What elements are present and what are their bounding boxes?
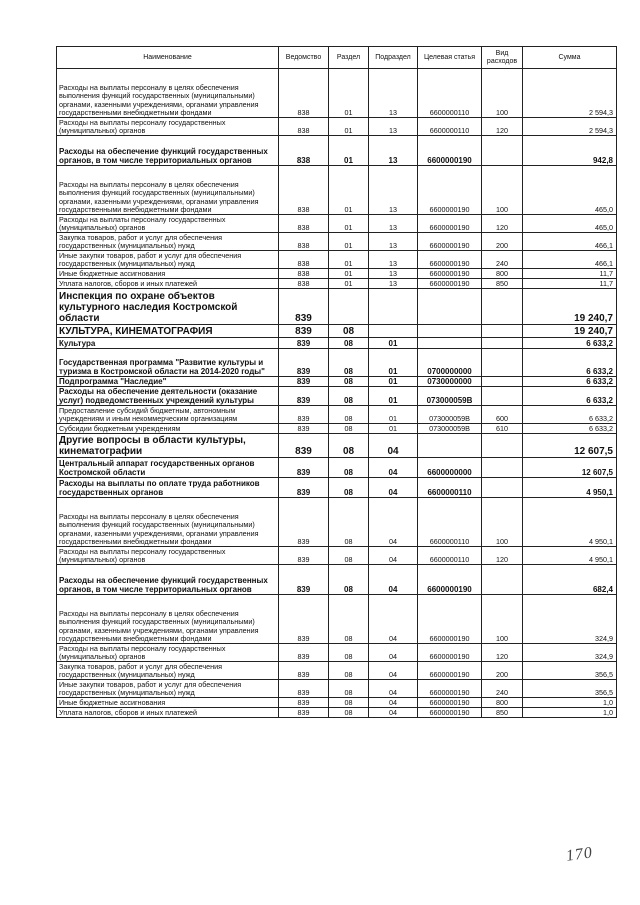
cell-razdel: 08 xyxy=(329,434,369,458)
cell-name: Инспекция по охране объектов культурного наследия Костромской области xyxy=(57,289,279,325)
cell-razdel: 08 xyxy=(329,406,369,424)
header-target: Целевая статья xyxy=(418,47,482,69)
cell-podrazdel: 01 xyxy=(369,387,418,406)
cell-sum: 11,7 xyxy=(523,269,617,279)
cell-podrazdel: 13 xyxy=(369,279,418,289)
table-row xyxy=(57,338,617,349)
table-row xyxy=(57,377,617,387)
cell-name: Иные закупки товаров, работ и услуг для обеспечения государственных (муниципальных) нужд xyxy=(57,251,279,269)
cell-name: Закупка товаров, работ и услуг для обеспечения государственных (муниципальных) нужд xyxy=(57,662,279,680)
cell-name: Иные бюджетные ассигнования xyxy=(57,698,279,708)
table-row xyxy=(57,458,617,478)
cell-vedomstvo: 839 xyxy=(279,478,329,498)
cell-target: 6600000190 xyxy=(418,708,482,718)
cell-vid xyxy=(482,136,523,166)
table-row xyxy=(57,269,617,279)
cell-razdel: 08 xyxy=(329,424,369,434)
cell-name: Расходы на выплаты персоналу в целях обеспечения выполнения функций государственных (муниципальными) органами, казенными учреждениями, органами управления государственными внебюджетными фондами xyxy=(57,498,279,547)
cell-vedomstvo: 839 xyxy=(279,698,329,708)
cell-name: Расходы на выплаты персоналу в целях обеспечения выполнения функций государственных (муниципальными) органами, казенными учреждениями, органами управления государственными внебюджетными фондами xyxy=(57,69,279,118)
cell-podrazdel: 13 xyxy=(369,215,418,233)
cell-sum: 19 240,7 xyxy=(523,289,617,325)
cell-target: 6600000190 xyxy=(418,251,482,269)
cell-name: Расходы на обеспечение функций государственных органов, в том числе территориальных органов xyxy=(57,136,279,166)
cell-vid: 100 xyxy=(482,498,523,547)
table-row xyxy=(57,478,617,498)
cell-razdel: 08 xyxy=(329,698,369,708)
cell-vid: 850 xyxy=(482,279,523,289)
cell-sum: 324,9 xyxy=(523,595,617,644)
cell-vedomstvo: 839 xyxy=(279,547,329,565)
cell-target xyxy=(418,289,482,325)
cell-razdel: 01 xyxy=(329,136,369,166)
cell-target: 6600000190 xyxy=(418,136,482,166)
cell-podrazdel: 04 xyxy=(369,478,418,498)
cell-name: Закупка товаров, работ и услуг для обеспечения государственных (муниципальных) нужд xyxy=(57,233,279,251)
cell-vid xyxy=(482,338,523,349)
cell-vedomstvo: 839 xyxy=(279,338,329,349)
cell-vedomstvo: 838 xyxy=(279,136,329,166)
cell-name: Расходы на обеспечение функций государственных органов, в том числе территориальных органов xyxy=(57,565,279,595)
cell-vedomstvo: 838 xyxy=(279,279,329,289)
cell-razdel: 01 xyxy=(329,69,369,118)
table-header-row xyxy=(57,47,617,69)
cell-podrazdel: 04 xyxy=(369,547,418,565)
table-row xyxy=(57,547,617,565)
cell-razdel: 08 xyxy=(329,547,369,565)
header-name: Наименование xyxy=(57,47,279,69)
cell-sum: 465,0 xyxy=(523,166,617,215)
table-row xyxy=(57,708,617,718)
cell-sum: 942,8 xyxy=(523,136,617,166)
cell-podrazdel: 13 xyxy=(369,136,418,166)
cell-target: 6600000190 xyxy=(418,565,482,595)
cell-vedomstvo: 839 xyxy=(279,662,329,680)
cell-target xyxy=(418,325,482,338)
cell-vedomstvo: 838 xyxy=(279,251,329,269)
cell-vid xyxy=(482,434,523,458)
cell-razdel: 08 xyxy=(329,498,369,547)
cell-razdel: 08 xyxy=(329,478,369,498)
cell-vedomstvo: 839 xyxy=(279,565,329,595)
cell-vid xyxy=(482,289,523,325)
cell-sum: 466,1 xyxy=(523,251,617,269)
cell-sum: 356,5 xyxy=(523,680,617,698)
cell-vid: 610 xyxy=(482,424,523,434)
cell-target: 6600000190 xyxy=(418,215,482,233)
cell-target: 6600000190 xyxy=(418,644,482,662)
table-row xyxy=(57,680,617,698)
table-row xyxy=(57,349,617,377)
table-row xyxy=(57,595,617,644)
cell-podrazdel: 04 xyxy=(369,680,418,698)
cell-vid: 850 xyxy=(482,708,523,718)
cell-razdel: 08 xyxy=(329,595,369,644)
cell-target: 6600000190 xyxy=(418,698,482,708)
cell-name: Расходы на выплаты персоналу государственных (муниципальных) органов xyxy=(57,547,279,565)
cell-podrazdel: 13 xyxy=(369,269,418,279)
table-row xyxy=(57,662,617,680)
cell-name: Уплата налогов, сборов и иных платежей xyxy=(57,279,279,289)
cell-sum: 4 950,1 xyxy=(523,498,617,547)
table-row xyxy=(57,215,617,233)
cell-vedomstvo: 838 xyxy=(279,215,329,233)
cell-target xyxy=(418,338,482,349)
cell-podrazdel: 01 xyxy=(369,424,418,434)
table-row xyxy=(57,118,617,136)
cell-name: Культура xyxy=(57,338,279,349)
cell-sum: 6 633,2 xyxy=(523,424,617,434)
cell-sum: 12 607,5 xyxy=(523,434,617,458)
cell-vid: 120 xyxy=(482,215,523,233)
cell-razdel: 01 xyxy=(329,251,369,269)
cell-vid: 100 xyxy=(482,595,523,644)
cell-vedomstvo: 839 xyxy=(279,680,329,698)
cell-vid: 200 xyxy=(482,233,523,251)
cell-sum: 6 633,2 xyxy=(523,387,617,406)
cell-podrazdel: 04 xyxy=(369,698,418,708)
cell-sum: 324,9 xyxy=(523,644,617,662)
cell-sum: 12 607,5 xyxy=(523,458,617,478)
header-vedomstvo: Ведомство xyxy=(279,47,329,69)
page-number: 170 xyxy=(564,844,594,865)
cell-razdel: 08 xyxy=(329,565,369,595)
cell-name: Иные закупки товаров, работ и услуг для обеспечения государственных (муниципальных) нужд xyxy=(57,680,279,698)
cell-vid: 240 xyxy=(482,680,523,698)
cell-vedomstvo: 839 xyxy=(279,289,329,325)
cell-podrazdel: 13 xyxy=(369,251,418,269)
cell-target: 6600000190 xyxy=(418,279,482,289)
cell-razdel: 08 xyxy=(329,644,369,662)
cell-razdel: 08 xyxy=(329,325,369,338)
table-row xyxy=(57,498,617,547)
cell-vid: 800 xyxy=(482,269,523,279)
cell-name: Иные бюджетные ассигнования xyxy=(57,269,279,279)
table-row xyxy=(57,406,617,424)
cell-podrazdel: 13 xyxy=(369,69,418,118)
cell-razdel: 01 xyxy=(329,233,369,251)
cell-vid: 240 xyxy=(482,251,523,269)
cell-target: 6600000110 xyxy=(418,498,482,547)
cell-name: Расходы на выплаты по оплате труда работников государственных органов xyxy=(57,478,279,498)
table-body xyxy=(57,69,617,718)
budget-table-container xyxy=(56,46,616,718)
cell-target: 6600000190 xyxy=(418,662,482,680)
cell-vid: 600 xyxy=(482,406,523,424)
cell-target: 6600000110 xyxy=(418,478,482,498)
cell-vid xyxy=(482,325,523,338)
cell-name: Расходы на выплаты персоналу в целях обеспечения выполнения функций государственных (муниципальными) органами, казенными учреждениями, органами управления государственными внебюджетными фондами xyxy=(57,595,279,644)
cell-sum: 682,4 xyxy=(523,565,617,595)
cell-sum: 6 633,2 xyxy=(523,349,617,377)
cell-sum: 356,5 xyxy=(523,662,617,680)
cell-target: 073000059В xyxy=(418,406,482,424)
cell-target: 0700000000 xyxy=(418,349,482,377)
cell-vid: 200 xyxy=(482,662,523,680)
cell-name: Предоставление субсидий бюджетным, автономным учреждениям и иным некоммерческим организациям xyxy=(57,406,279,424)
cell-name: Расходы на выплаты персоналу в целях обеспечения выполнения функций государственных (муниципальными) органами, казенными учреждениями, органами управления государственными внебюджетными фондами xyxy=(57,166,279,215)
cell-razdel: 08 xyxy=(329,387,369,406)
cell-razdel xyxy=(329,289,369,325)
cell-podrazdel: 13 xyxy=(369,233,418,251)
cell-vedomstvo: 839 xyxy=(279,424,329,434)
table-row xyxy=(57,644,617,662)
cell-razdel: 08 xyxy=(329,377,369,387)
table-row xyxy=(57,279,617,289)
cell-razdel: 08 xyxy=(329,662,369,680)
cell-sum: 4 950,1 xyxy=(523,478,617,498)
cell-target xyxy=(418,434,482,458)
cell-podrazdel: 01 xyxy=(369,349,418,377)
cell-name: Субсидии бюджетным учреждениям xyxy=(57,424,279,434)
header-sum: Сумма xyxy=(523,47,617,69)
cell-vid: 120 xyxy=(482,547,523,565)
cell-razdel: 01 xyxy=(329,279,369,289)
cell-razdel: 08 xyxy=(329,708,369,718)
cell-vid: 120 xyxy=(482,644,523,662)
cell-sum: 2 594,3 xyxy=(523,69,617,118)
cell-sum: 6 633,2 xyxy=(523,406,617,424)
table-row xyxy=(57,233,617,251)
cell-vid xyxy=(482,377,523,387)
cell-name: Расходы на обеспечение деятельности (оказание услуг) подведомственных учреждений культуры xyxy=(57,387,279,406)
cell-podrazdel: 04 xyxy=(369,644,418,662)
table-row xyxy=(57,424,617,434)
cell-razdel: 01 xyxy=(329,118,369,136)
cell-razdel: 08 xyxy=(329,349,369,377)
cell-target: 6600000110 xyxy=(418,547,482,565)
budget-table xyxy=(56,46,617,718)
cell-vid xyxy=(482,478,523,498)
cell-vid xyxy=(482,565,523,595)
cell-target: 6600000190 xyxy=(418,166,482,215)
cell-vedomstvo: 838 xyxy=(279,233,329,251)
cell-podrazdel: 13 xyxy=(369,166,418,215)
cell-vedomstvo: 838 xyxy=(279,118,329,136)
cell-vid xyxy=(482,349,523,377)
cell-sum: 466,1 xyxy=(523,233,617,251)
cell-razdel: 08 xyxy=(329,338,369,349)
cell-target: 073000059В xyxy=(418,387,482,406)
cell-vedomstvo: 839 xyxy=(279,387,329,406)
table-row xyxy=(57,387,617,406)
header-vid: Вид расходов xyxy=(482,47,523,69)
cell-podrazdel: 04 xyxy=(369,708,418,718)
cell-vedomstvo: 839 xyxy=(279,458,329,478)
cell-target: 6600000190 xyxy=(418,233,482,251)
cell-podrazdel: 04 xyxy=(369,565,418,595)
table-row xyxy=(57,325,617,338)
cell-razdel: 01 xyxy=(329,166,369,215)
cell-sum: 11,7 xyxy=(523,279,617,289)
cell-sum: 465,0 xyxy=(523,215,617,233)
cell-podrazdel: 04 xyxy=(369,662,418,680)
cell-podrazdel: 04 xyxy=(369,458,418,478)
cell-vedomstvo: 839 xyxy=(279,377,329,387)
cell-vid: 100 xyxy=(482,166,523,215)
cell-vid xyxy=(482,387,523,406)
cell-sum: 2 594,3 xyxy=(523,118,617,136)
cell-target: 6600000000 xyxy=(418,458,482,478)
cell-razdel: 01 xyxy=(329,269,369,279)
cell-name: Расходы на выплаты персоналу государственных (муниципальных) органов xyxy=(57,118,279,136)
cell-name: Государственная программа "Развитие культуры и туризма в Костромской области на 2014-2020 годы" xyxy=(57,349,279,377)
table-row xyxy=(57,251,617,269)
cell-target: 6600000190 xyxy=(418,595,482,644)
cell-name: Уплата налогов, сборов и иных платежей xyxy=(57,708,279,718)
cell-vedomstvo: 839 xyxy=(279,434,329,458)
cell-podrazdel: 04 xyxy=(369,498,418,547)
table-row xyxy=(57,434,617,458)
cell-target: 6600000110 xyxy=(418,69,482,118)
header-podrazdel: Подраздел xyxy=(369,47,418,69)
table-row xyxy=(57,69,617,118)
cell-podrazdel xyxy=(369,325,418,338)
cell-vedomstvo: 839 xyxy=(279,595,329,644)
header-razdel: Раздел xyxy=(329,47,369,69)
cell-target: 073000059В xyxy=(418,424,482,434)
cell-vedomstvo: 839 xyxy=(279,325,329,338)
cell-razdel: 08 xyxy=(329,458,369,478)
cell-vedomstvo: 839 xyxy=(279,708,329,718)
cell-sum: 6 633,2 xyxy=(523,377,617,387)
cell-podrazdel: 04 xyxy=(369,434,418,458)
cell-vedomstvo: 839 xyxy=(279,406,329,424)
cell-vedomstvo: 838 xyxy=(279,166,329,215)
cell-target: 6600000190 xyxy=(418,680,482,698)
cell-sum: 4 950,1 xyxy=(523,547,617,565)
cell-vid xyxy=(482,458,523,478)
cell-vid: 800 xyxy=(482,698,523,708)
cell-podrazdel: 04 xyxy=(369,595,418,644)
cell-name: КУЛЬТУРА, КИНЕМАТОГРАФИЯ xyxy=(57,325,279,338)
cell-name: Центральный аппарат государственных органов Костромской области xyxy=(57,458,279,478)
cell-razdel: 01 xyxy=(329,215,369,233)
cell-vedomstvo: 838 xyxy=(279,69,329,118)
cell-podrazdel: 01 xyxy=(369,406,418,424)
table-row xyxy=(57,166,617,215)
cell-sum: 19 240,7 xyxy=(523,325,617,338)
cell-name: Другие вопросы в области культуры, кинематографии xyxy=(57,434,279,458)
cell-name: Расходы на выплаты персоналу государственных (муниципальных) органов xyxy=(57,644,279,662)
cell-sum: 1,0 xyxy=(523,698,617,708)
cell-podrazdel xyxy=(369,289,418,325)
cell-target: 6600000190 xyxy=(418,269,482,279)
cell-vid: 100 xyxy=(482,69,523,118)
cell-vedomstvo: 838 xyxy=(279,269,329,279)
cell-name: Подпрограмма "Наследие" xyxy=(57,377,279,387)
table-row xyxy=(57,698,617,708)
cell-vedomstvo: 839 xyxy=(279,349,329,377)
cell-podrazdel: 01 xyxy=(369,338,418,349)
cell-target: 0730000000 xyxy=(418,377,482,387)
cell-podrazdel: 01 xyxy=(369,377,418,387)
cell-razdel: 08 xyxy=(329,680,369,698)
table-row xyxy=(57,289,617,325)
cell-vid: 120 xyxy=(482,118,523,136)
cell-vedomstvo: 839 xyxy=(279,644,329,662)
table-row xyxy=(57,136,617,166)
cell-podrazdel: 13 xyxy=(369,118,418,136)
cell-vedomstvo: 839 xyxy=(279,498,329,547)
cell-sum: 1,0 xyxy=(523,708,617,718)
cell-name: Расходы на выплаты персоналу государственных (муниципальных) органов xyxy=(57,215,279,233)
table-row xyxy=(57,565,617,595)
cell-target: 6600000110 xyxy=(418,118,482,136)
cell-sum: 6 633,2 xyxy=(523,338,617,349)
